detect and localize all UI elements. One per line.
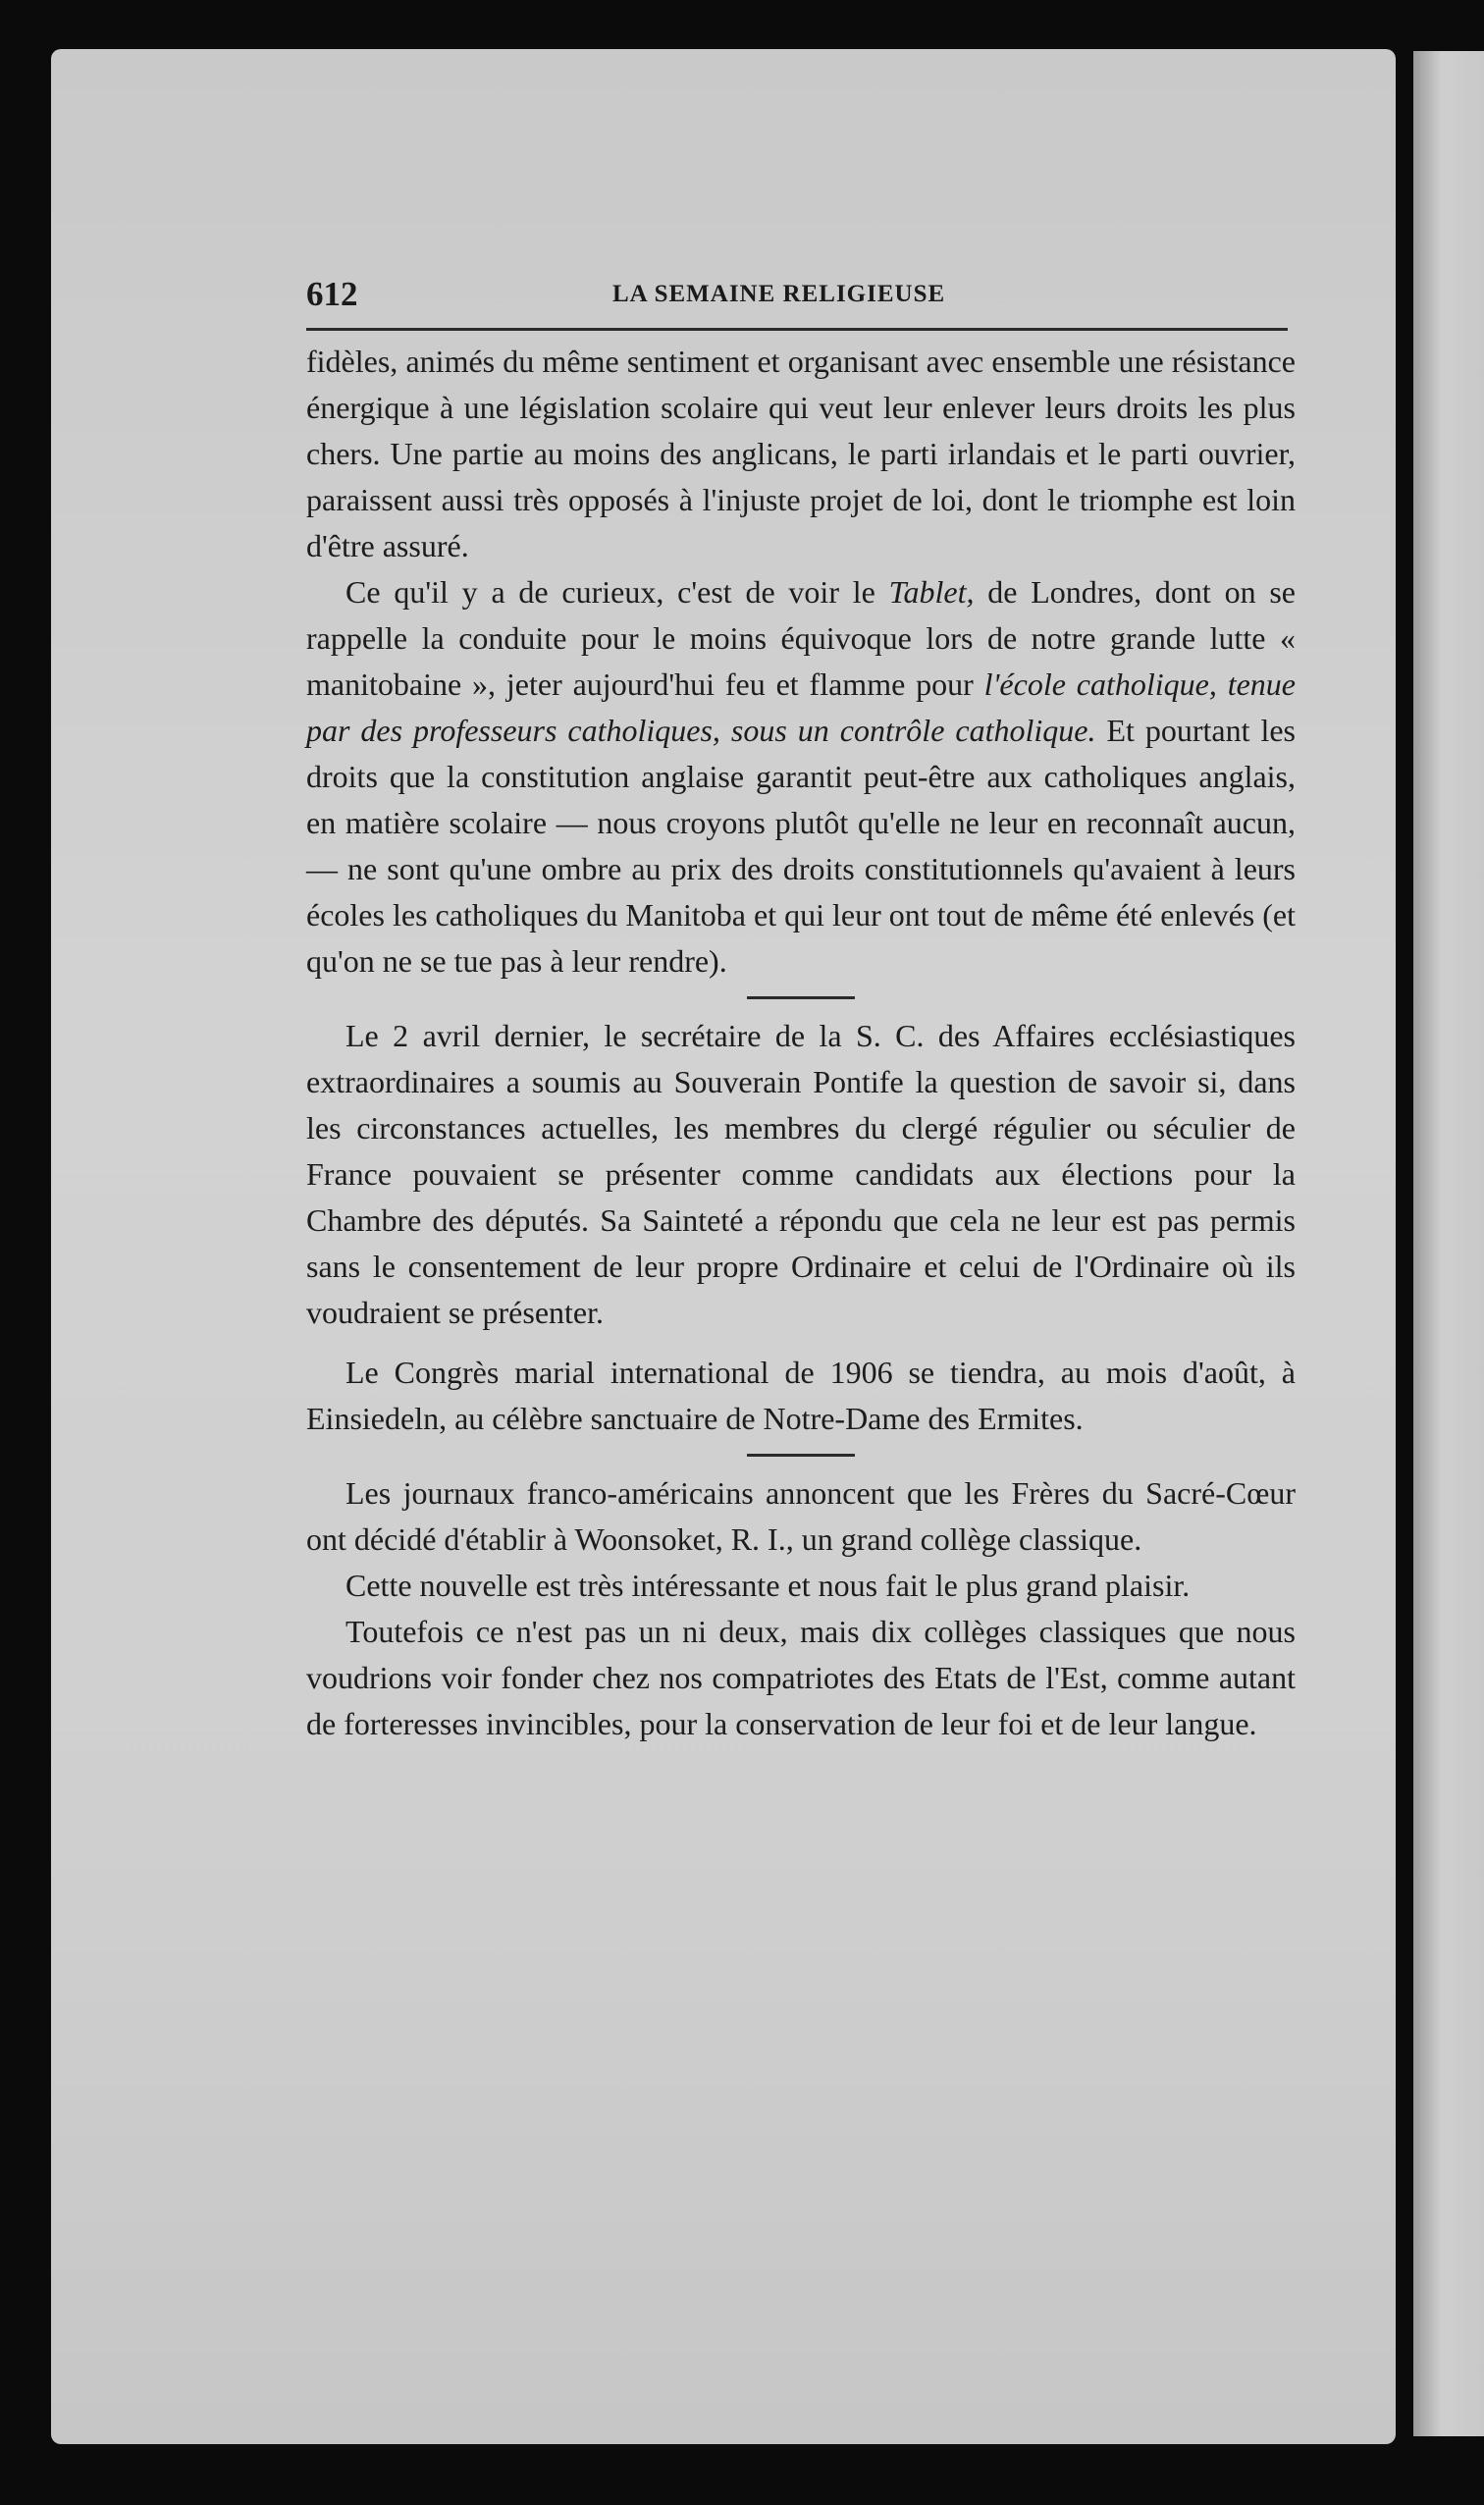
paragraph-tablet-part1: Ce qu'il y a de curieux, c'est de voir le bbox=[345, 574, 889, 610]
page-number: 612 bbox=[306, 275, 358, 313]
running-head: LA SEMAINE RELIGIEUSE bbox=[612, 281, 946, 307]
paragraph-congres: Le Congrès marial international de 1906 se tiendra, au mois d'août, à Einsiedeln, au célèbre sanctuaire de Notre-Dame des Ermites. bbox=[306, 1355, 1296, 1436]
paragraph-journaux: Les journaux franco-américains annoncent que les Frères du Sacré-Cœur ont décidé d'établir à Woonsoket, R. I., un grand collège classique. bbox=[306, 1475, 1296, 1557]
article-body bbox=[306, 339, 1296, 1747]
section-separator bbox=[747, 996, 855, 999]
tablet-title: Tablet, bbox=[888, 574, 975, 610]
paragraph-tablet bbox=[306, 569, 1296, 985]
section-gap bbox=[306, 1336, 1296, 1350]
paragraph-tablet-part2: de Londres, dont on se rappelle la conduite pour le moins équivoque lors de notre grande lutte « manitobaine », jeter aujourd'hui feu et flamme pour bbox=[306, 574, 1297, 702]
section-separator bbox=[747, 1454, 855, 1457]
header-rule bbox=[306, 328, 1288, 331]
paragraph-colleges: Toutefois ce n'est pas un ni deux, mais dix collèges classiques que nous voudrions voir fonder chez nos compatriotes des Etats de l'Est, comme autant de forteresses invincibles, pour la conservation de leur foi et de leur langue. bbox=[306, 1614, 1296, 1741]
paragraph-elections: Le 2 avril dernier, le secrétaire de la S. C. des Affaires ecclésiastiques extraordinaires a soumis au Souverain Pontife la question de savoir si, dans les circonstances actuelles, les membres du clergé régulier ou séculier de France pouvaient se présenter comme candidats aux élections pour la Chambre des députés. Sa Sainteté a répondu que cela ne leur est pas permis sans le consentement de leur propre Ordinaire et celui de l'Ordinaire où ils voudraient se présenter. bbox=[306, 1018, 1296, 1330]
italic-quote: l'école catholique, tenue par des professeurs catholiques, sous un contrôle catholique. bbox=[306, 666, 1297, 748]
page-header bbox=[306, 275, 1296, 320]
paragraph-tablet-part3: Et pourtant les droits que la constitution anglaise garantit peut-être aux catholiques anglais, en matière scolaire — nous croyons plutôt qu'elle ne leur en reconnaît aucun, — ne sont qu'une ombre au prix des droits constitutionnels qu'avaient à leurs écoles les catholiques du Manitoba et qui leur ont tout de même été enlevés (et qu'on ne se tue pas à leur rendre). bbox=[306, 713, 1297, 979]
adjacent-page-edge bbox=[1413, 51, 1484, 2436]
paragraph-nouvelle: Cette nouvelle est très intéressante et nous fait le plus grand plaisir. bbox=[345, 1568, 1191, 1603]
paragraph-continued: fidèles, animés du même sentiment et organisant avec ensemble une résistance énergique à une législation scolaire qui veut leur enlever leurs droits les plus chers. Une partie au moins des anglicans, le parti irlandais et le parti ouvrier, paraissent aussi très opposés à l'injuste projet de loi, dont le triomphe est loin d'être assuré. bbox=[306, 344, 1296, 563]
